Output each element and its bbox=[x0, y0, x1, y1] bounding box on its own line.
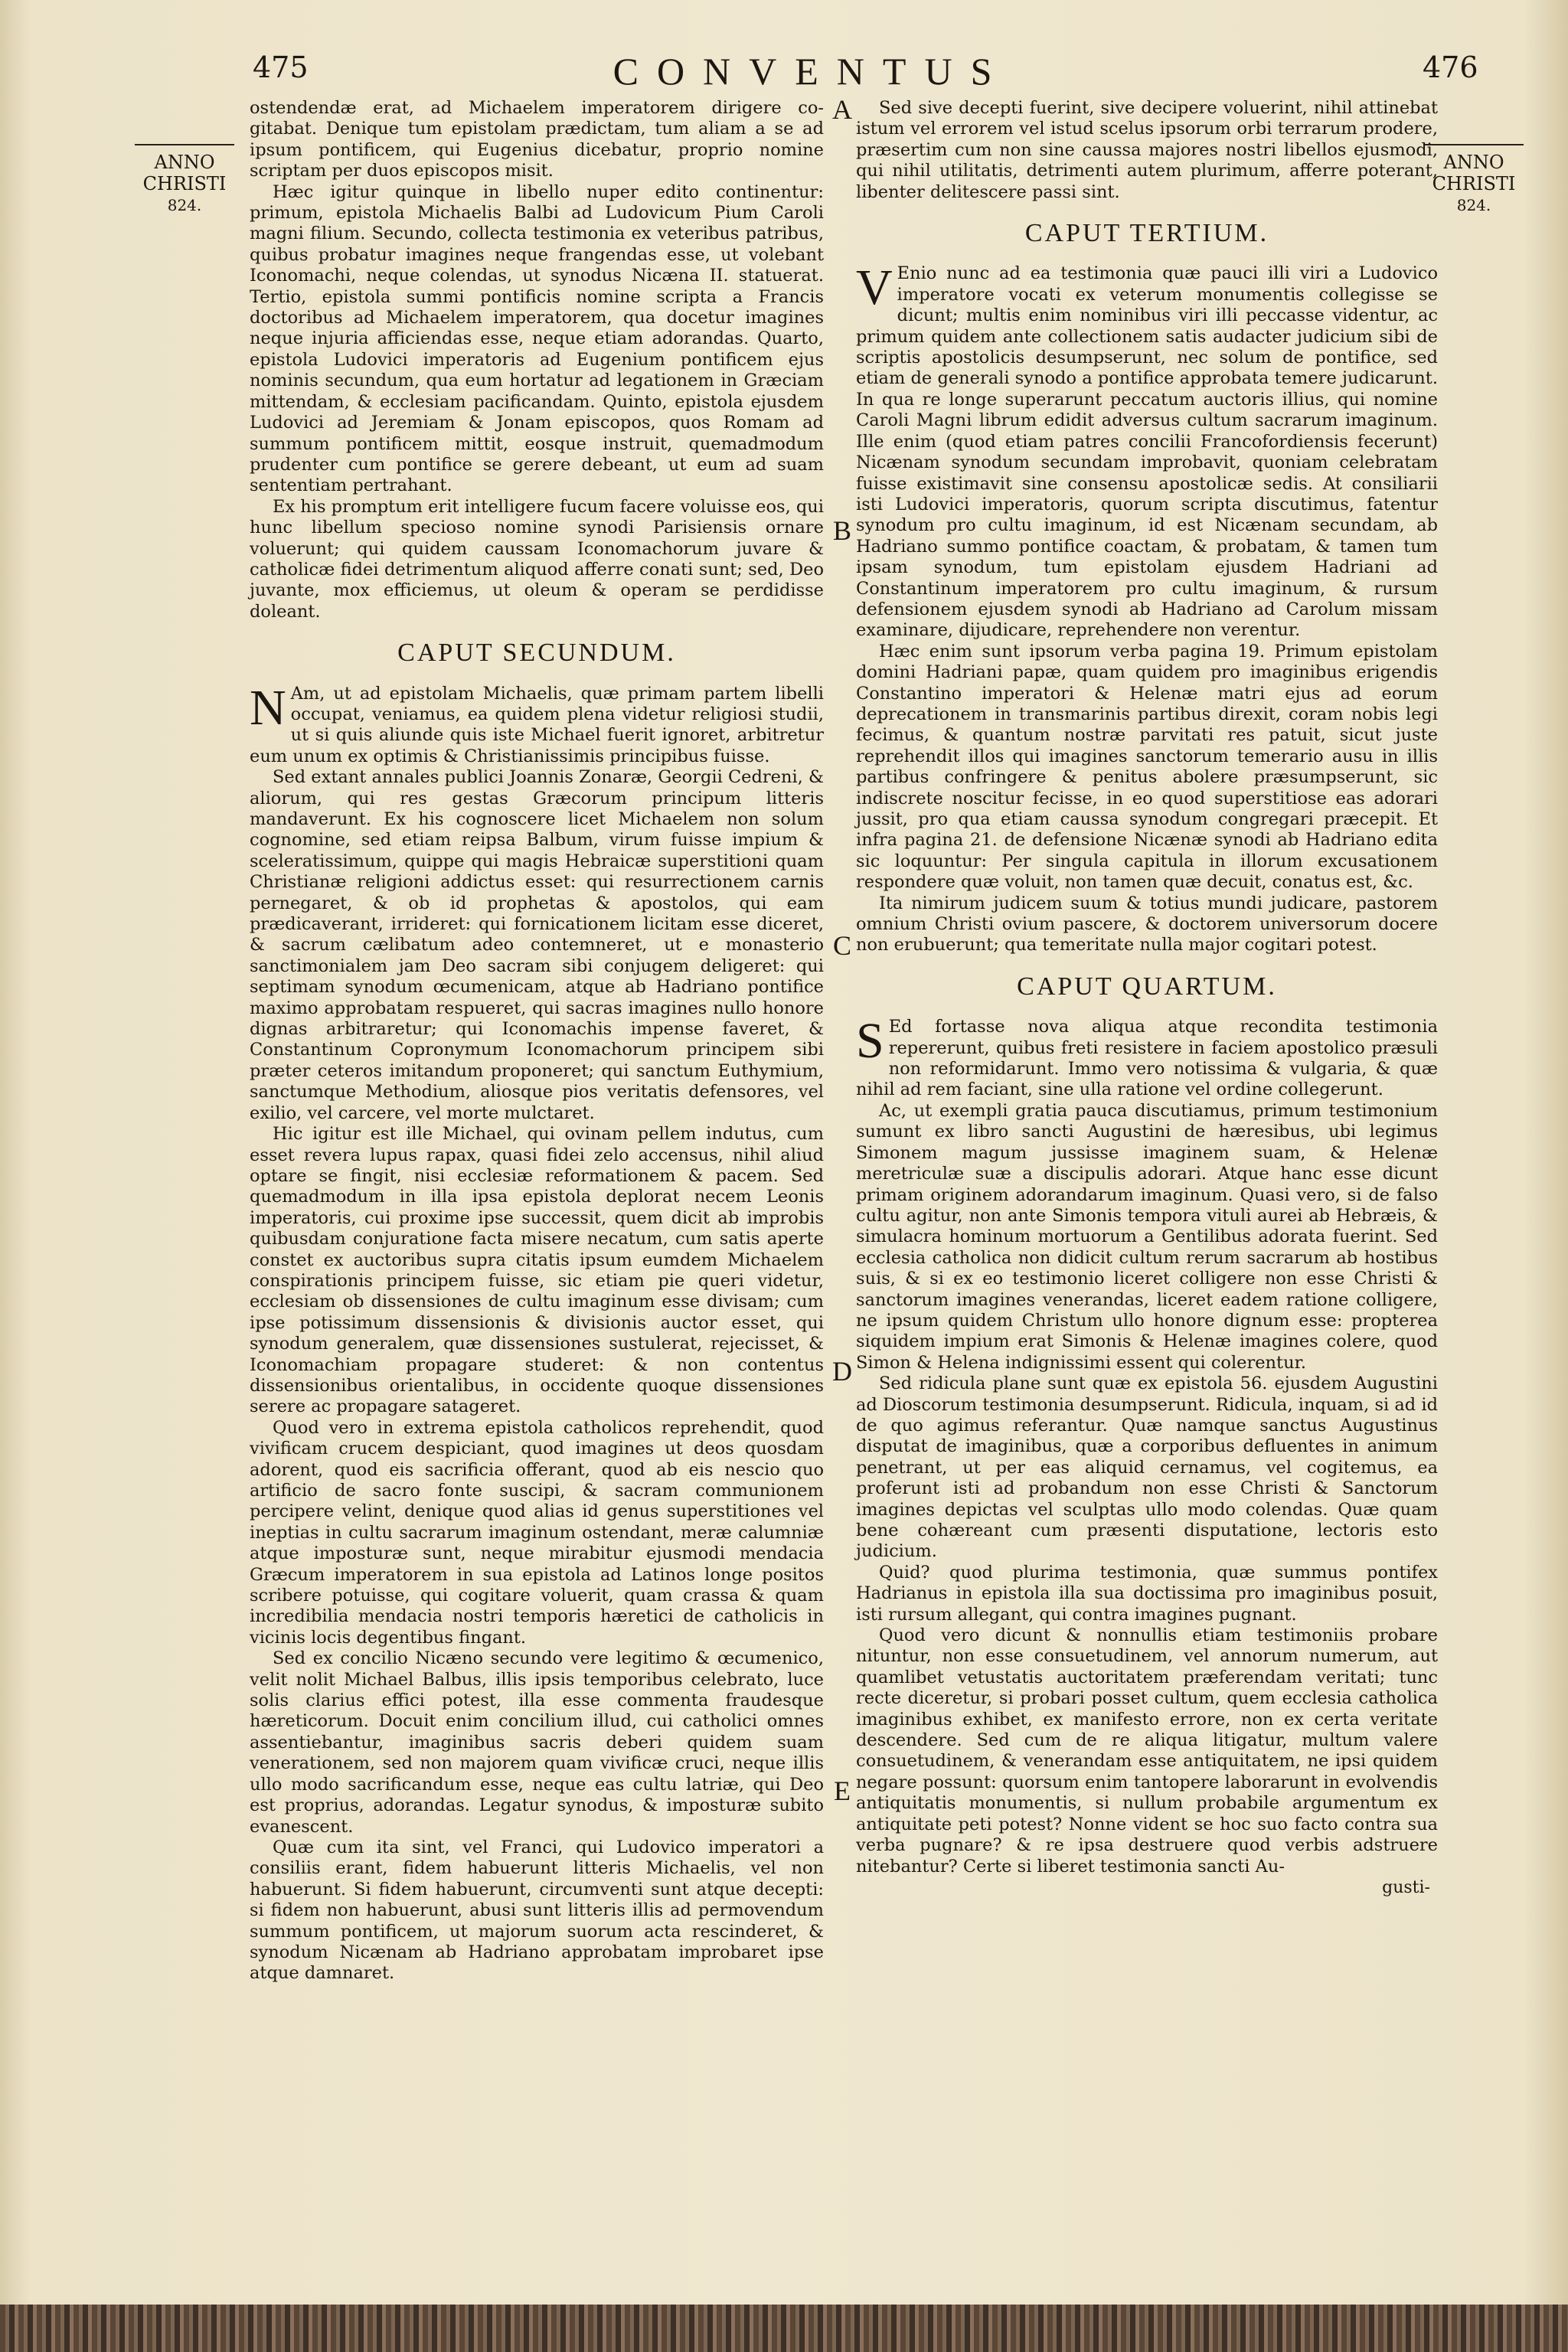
margin-christi: CHRISTI bbox=[1432, 173, 1516, 194]
paragraph bbox=[250, 679, 824, 768]
margin-anno: ANNO bbox=[154, 152, 215, 173]
paragraph: Quod vero dicunt & nonnullis etiam testimoniis probare nituntur, non esse consuetudinem, vel annorum numerum, aut quamlibet vetustatis auctoritatem præferendam veritati; tunc recte diceretur, si probari posset cultum, quem ecclesia catholica imaginibus exhibet, ex manifesto errore, non ex certa veritate descendere. Sed cum de re aliqua litigatur, multum valere consuetudinem, & venerandam esse antiquitatem, ne ipsi quidem negare possunt: quorsum enim tantopere laborarunt in evolvendis antiquitatis monumentis, si nullum probabile argumentum ex antiquitate peti potest? Nonne vident se hoc suo facto contra sua verba pugnare? & re ipsa destruere quod verbis adstruere nitebantur? Certe si liberet testimonia sancti Au- bbox=[856, 1625, 1438, 1877]
margin-year: 824. bbox=[1456, 196, 1491, 214]
chapter-heading: CAPUT QUARTUM. bbox=[1017, 972, 1277, 1001]
margin-christi: CHRISTI bbox=[142, 173, 227, 194]
folio-number-right: 476 bbox=[1423, 51, 1478, 84]
margin-note-left bbox=[135, 144, 234, 216]
paragraph-text: Enio nunc ad ea testimonia quæ pauci illi viri a Ludovico imperatore vocati ex veterum monumentis collegisse se dicunt; multis enim nominibus viri illi peccasse videntur, ac primum quidem ante collectionem satis audacter judicium sibi de scriptis apostolicis desumpserunt, nec solum de pontifice, sed etiam de generali synodo a pontifice approbata temere judicarunt. In qua re longe superarunt peccatum auctoris illius, qui nomine Caroli Magni librum edidit adversus cultum sacrarum imaginum. Ille enim (quod etiam patres concilii Francofordiensis fecerunt) Nicænam synodum secundam improbavit, quoniam celebratam fuisse existimavit sine consensu apostolicæ sedis. At consiliarii isti Ludovici imperatoris, quorum scripta discutimus, fatentur synodum pro cultu imaginum, id est Nicænam secundam, ab Hadriano summo pontifice coactam, & probatam, & tamen tum ipsam synodum, tum epistolam ejusdem Hadriani ad Constantinum imperatorem pro cultu imaginum, & rursum defensionem ejusdem synodi ab Hadriano ad Carolum missam examinare, dijudicare, reprehendere non verentur. bbox=[856, 263, 1438, 641]
paragraph: Sed extant annales publici Joannis Zonaræ, Georgii Cedreni, & aliorum, qui res gestas Græcorum principum litteris mandaverunt. Ex his cognoscere licet Michaelem non solum cognomine, sed etiam reipsa Balbum, virum fuisse impium & sceleratissimum, quippe qui magis Hebraicæ superstitioni quam Christianæ religioni addictus esset: qui resurrectionem carnis pernegaret, & ob id prophetas & apostolos, qui eam prædicaverant, irrideret: qui fornicationem licitam esse diceret, & sacrum cælibatum adeo contemneret, ut e monasterio sanctimonialem jam Deo sacram sibi conjugem deligeret: qui septimam synodum œcumenicam, atque ab Hadriano pontifice maximo approbatam respueret, qui sacras imagines nullo honore dignas arbitraretur; qui Iconomachis impense faveret, & Constantinum Copronymum Iconomachorum principem sibi præter ceteros imitandum proponeret; qui sanctum Euthymium, sanctumque Methodium, aliosque pios veritatis defensores, vel exilio, vel carcere, vel morte mulctaret. bbox=[250, 767, 824, 1123]
margin-anno: ANNO bbox=[1443, 152, 1504, 173]
paragraph-text: Am, ut ad epistolam Michaelis, quæ primam partem libelli occupat, veniamus, ea quidem plena videtur religiosi studii, ut si quis aliunde quis iste Michael fuerit ignoret, arbitretur eum unum ex optimis & Christianissimis principibus fuisse. bbox=[250, 683, 824, 766]
paragraph: Quæ cum ita sint, vel Franci, qui Ludovico imperatori a consiliis erant, fidem habuerunt litteris Michaelis, vel non habuerunt. Si fidem habuerunt, circumventi sunt atque decepti: si fidem non habuerunt, abusi sunt litteris illis ad permovendum summum pontificem, ut majorum suorum acta rescinderet, & synodum Nicænam ab Hadriano approbatam improbaret ipse atque damnaret. bbox=[250, 1837, 824, 1984]
paragraph: Quod vero in extrema epistola catholicos reprehendit, quod vivificam crucem despiciant, quod imagines ut deos quosdam adorent, quod eis sacrificia offerant, quod ab eis nescio quo artificio de sacro fonte suscipi, & sacram communionem percipere velint, denique quod alias id genus superstitiones vel ineptias in cultu sacrarum imaginum ostendant, meræ calumniæ atque imposturæ sunt, neque mirabitur ejusmodi mendacia Græcum imperatorem in sua epistola ad Latinos longe positos scribere potuisse, qui cogitare voluerit, quam crassa & quam incredibilia mendacia nostri temporis hæretici de catholicis in vicinis locis degentibus fingant. bbox=[250, 1417, 824, 1648]
drop-cap: V bbox=[856, 260, 893, 316]
paragraph: Ex his promptum erit intelligere fucum facere voluisse eos, qui hunc libellum specioso nomine synodi Parisiensis ornare voluerunt; qui quidem caussam Iconomachorum juvare & catholicæ fidei detrimentum aliquod afferre conati sunt; sed, Deo juvante, mox efficiemus, ut oleum & operam se perdidisse doleant. bbox=[250, 496, 824, 622]
paragraph: Hæc enim sunt ipsorum verba pagina 19. Primum epistolam domini Hadriani papæ, quam quidem pro imaginibus erigendis Constantino imperatori & Helenæ matri ejus ad eorum deprecationem in transmarinis partibus direxit, coram nobis legi fecimus, & quantum nostræ parvitati res patuit, sicut juste reprehendit illos qui imagines sanctorum temerario ausu in illis partibus confringere & penitus abolere præsumpserunt, sic indiscrete noscitur fecisse, in eo quod superstitiose eas adorari jussit, pro qua etiam caussa synodum congregari præcepit. Et infra pagina 21. de defensione Nicænæ synodi ab Hadriano edita sic loquuntur: Per singula capitula in illorum excusationem respondere quæ voluit, non tamen quæ decuit, conatus est, &c. bbox=[856, 641, 1438, 893]
paragraph: Hic igitur est ille Michael, qui ovinam pellem indutus, cum esset revera lupus rapax, quasi fidei zelo accensus, nihil aliud optare se fingit, nisi ecclesiæ reformationem & pacem. Sed quemadmodum in illa ipsa epistola deplorat necem Leonis imperatoris, cui proxime ipse successit, quem dicit ab improbis quibusdam conjuratione facta misere necatum, cum satis aperte constet ex auctoribus supra citatis ipsum eumdem Michaelem conspirationis principem fuisse, sic etiam pie queri videtur, ecclesiam ob dissensiones de cultu imaginum esse divisam; cum ipse potissimum dissensionis & divisionis auctor esset, qui synodum generalem, quæ dissensiones sustulerat, rejecisset, & Iconomachiam propagare studeret: & non contentus dissensionibus orientalibus, in occidente quoque dissensiones serere ac propagare satageret. bbox=[250, 1124, 824, 1417]
chapter-heading: CAPUT SECUNDUM. bbox=[397, 639, 676, 668]
left-column bbox=[250, 98, 824, 1984]
paragraph: Ac, ut exempli gratia pauca discutiamus, primum testimonium sumunt ex libro sancti Augustini de hæresibus, ubi legimus Simonem magum jussisse imaginem suam, & Helenæ meretriculæ suæ a discipulis adorari. Atque hanc esse dicunt primam originem adorandarum imaginum. Quasi vero, si de falso cultu agitur, non ante Simonis tempora vituli aurei ab Hebræis, & simulacra hominum mortuorum a Gentilibus adorata fuerint. Sed ecclesia catholica non didicit cultum rerum sacrarum ab hostibus suis, & si ex eo testimonio liceret colligere non esse Christi & sanctorum imagines venerandas, liceret eadem ratione colligere, ne ipsum quidem Christum ullo honore dignum esse: propterea siquidem impium erat Simonis & Helenæ imagines colere, quod Simon & Helena indignissimi essent qui colerentur. bbox=[856, 1100, 1438, 1373]
paragraph: ostendendæ erat, ad Michaelem imperatorem dirigere co- gitabat. Denique tum epistolam prædictam, tum aliam a se ad ipsum pontificem, qui Eugenius dicebatur, proprio nomine scriptam per duos episcopos misit. bbox=[250, 98, 824, 181]
chapter-heading: CAPUT TERTIUM. bbox=[1024, 219, 1269, 248]
paragraph: Ita nimirum judicem suum & totius mundi judicare, pastorem omnium Christi ovium pascere, & doctorem universorum docere non erubuerunt; qua temeritate nulla major cogitari potest. bbox=[856, 893, 1438, 956]
right-column bbox=[856, 98, 1438, 1898]
paragraph: Hæc igitur quinque in libello nuper edito continentur: primum, epistola Michaelis Balbi ad Ludovicum Pium Caroli magni filium. Secundo, collecta testimonia ex veteribus patribus, quibus probatur imagines neque frangendas esse, ut volebant Iconomachi, neque colendas, ut synodus Nicæna II. statuerat. Tertio, epistola summi pontificis nomine scripta a Francis doctoribus ad Michaelem imperatorem, qua docetur imagines neque injuria afficiendas esse, neque etiam adorandas. Quarto, epistola Ludovici imperatoris ad Eugenium pontificem ejus nominis secundum, qua eum hortatur ad legationem in Græciam mittendam, & ecclesiam pacificandam. Quinto, epistola ejusdem Ludovici ad Jeremiam & Jonam episcopos, quos Romam ad summum pontificem mittit, eosque instruit, quemadmodum prudenter cum pontifice se gerere debeant, ut eum ad suam sententiam pertrahant. bbox=[250, 181, 824, 496]
margin-year: 824. bbox=[167, 196, 202, 214]
running-title: CONVENTUS bbox=[612, 50, 1011, 93]
paragraph: Sed sive decepti fuerint, sive decipere voluerint, nihil attinebat istum vel errorem vel istud scelus ipsorum orbi terrarum prodere, præsertim cum non sine caussa majores nostri libellos ejusmodi, qui nihil utilitatis, detrimenti autem plurimum, afferre poterant, libenter delitescere passi sint. bbox=[856, 98, 1438, 202]
book-binding-edge bbox=[0, 2305, 1568, 2352]
catchword: gusti- bbox=[1382, 1877, 1430, 1897]
paragraph: Sed ridicula plane sunt quæ ex epistola 56. ejusdem Augustini ad Dioscorum testimonia desumpserunt. Ridicula, inquam, si ad id de quo agimus referantur. Quæ namque sanctus Augustinus disputat de imaginibus, quæ a corporibus defluentes in animum penetrant, ut per eas aliquid cernamus, vel cogitemus, ea proferunt isti ad probandum non esse Christi & Sanctorum imagines depictas vel sculptas ullo modo colendas. Quæ quam bene cohæreant cum præsenti disputatione, lectoris esto judicium. bbox=[856, 1374, 1438, 1562]
paragraph: Sed ex concilio Nicæno secundo vere legitimo & œcumenico, velit nolit Michael Balbus, illis ipsis temporibus celebrato, luce solis clarius effici potest, illa esse commenta fraudesque hæreticorum. Docuit enim concilium illud, cui catholici omnes assentiebantur, imaginibus sacris deberi quidem suam venerationem, sed non majorem quam vivificæ cruci, neque illis ullo modo sacrificandum esse, neque eas cultu latriæ, qui Deo est proprius, adorandas. Legatur synodus, & imposturæ subito evanescent. bbox=[250, 1648, 824, 1837]
drop-cap: N bbox=[250, 679, 286, 736]
paragraph bbox=[856, 1013, 1438, 1101]
section-marker-c: C bbox=[832, 930, 851, 961]
paragraph bbox=[856, 260, 1438, 641]
section-marker-b: B bbox=[832, 515, 851, 546]
section-marker-a: A bbox=[832, 94, 852, 125]
margin-note-right bbox=[1424, 144, 1524, 216]
drop-cap: S bbox=[856, 1013, 884, 1070]
margin-rule bbox=[1424, 144, 1524, 145]
section-marker-e: E bbox=[834, 1775, 851, 1806]
section-marker-d: D bbox=[832, 1356, 852, 1387]
margin-rule bbox=[135, 144, 234, 145]
paragraph-text: Ed fortasse nova aliqua atque recondita testimonia repererunt, quibus freti resistere in faciem apostolico præsuli non reformidarunt. Immo vero notissima & vulgaria, & quæ nihil ad rem faciant, sine ulla ratione vel ordine collegerunt. bbox=[856, 1017, 1438, 1100]
folio-number-left: 475 bbox=[253, 51, 309, 84]
paragraph: Quid? quod plurima testimonia, quæ summus pontifex Hadrianus in epistola illa sua doctissima pro imaginibus posuit, isti rursum allegant, qui contra imagines pugnant. bbox=[856, 1562, 1438, 1625]
